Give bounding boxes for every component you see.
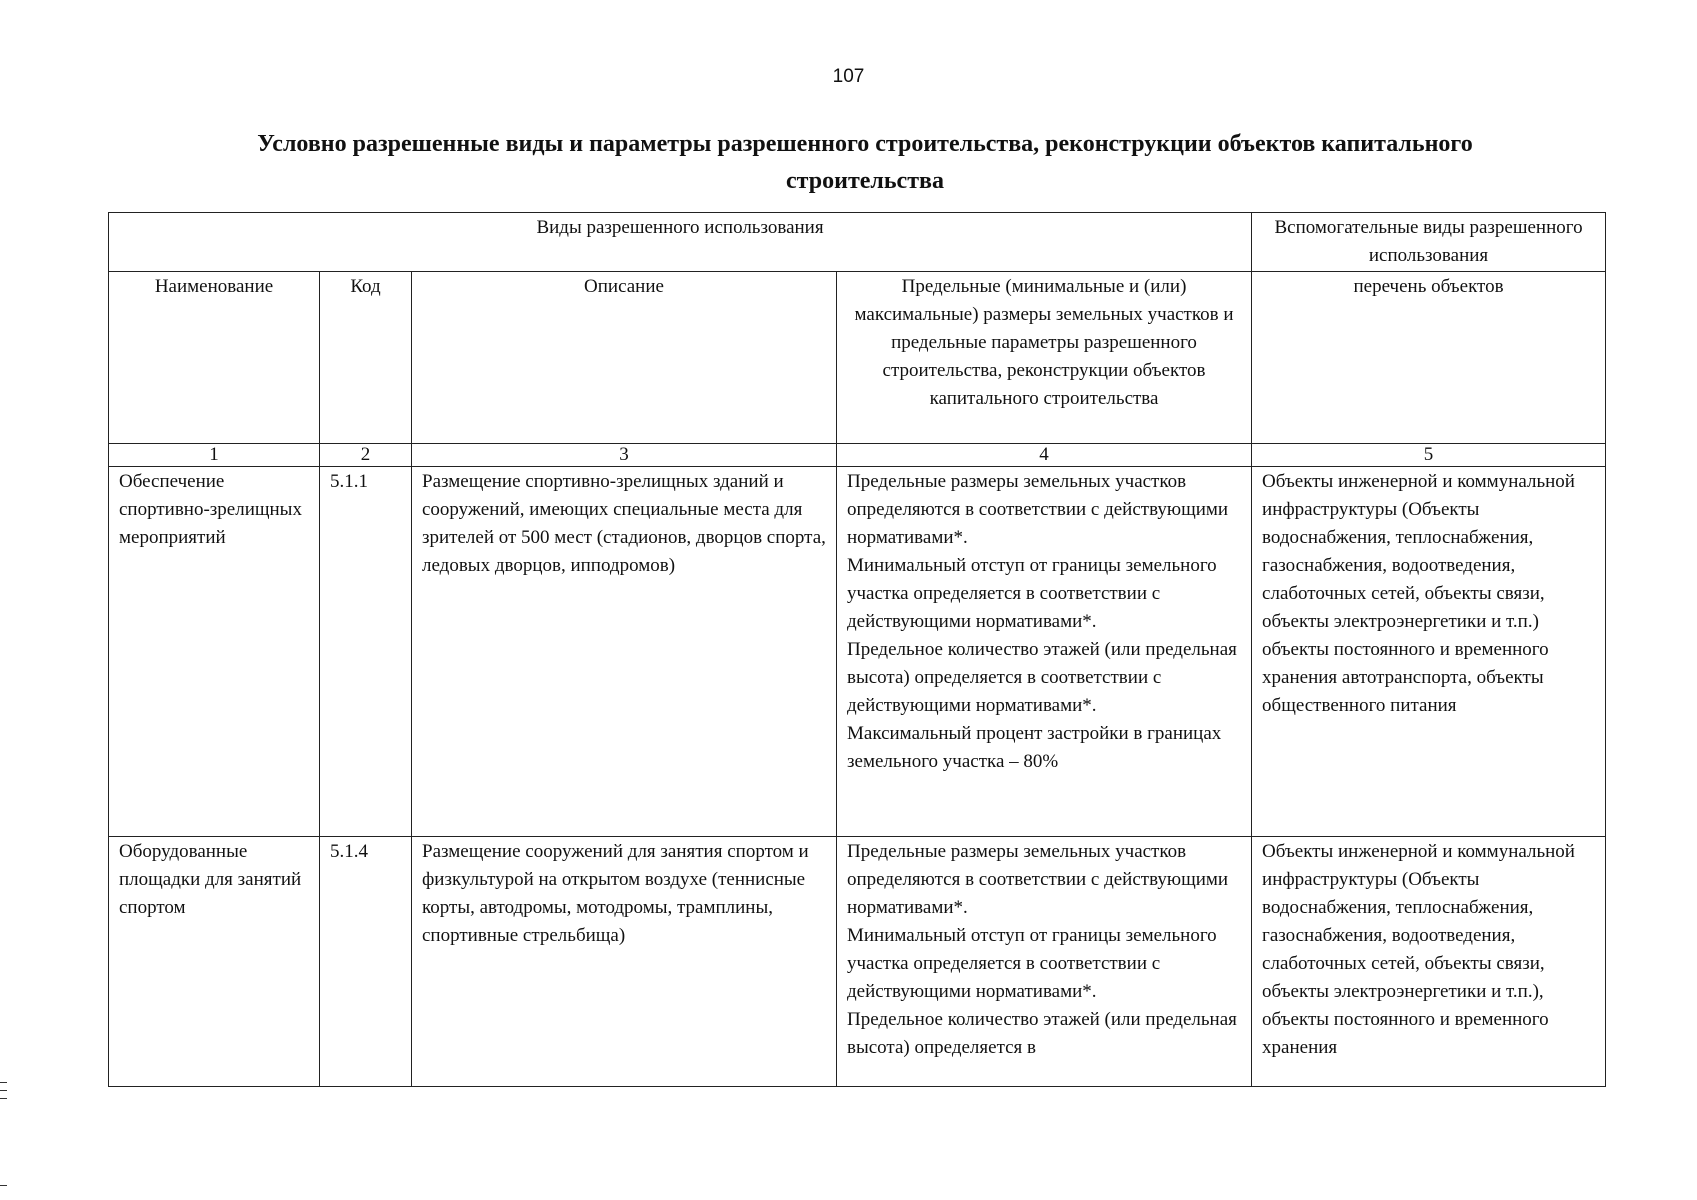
row-description: Размещение сооружений для занятия спортом и физкультурой на открытом воздухе (теннисные корты, автодромы, мотодромы, трамплины, спортивные стрельбища): [412, 837, 837, 1087]
col-number: 2: [320, 444, 412, 467]
group-header-main: Виды разрешенного использования: [109, 213, 1252, 272]
page-number: 107: [832, 66, 865, 87]
col-number: 3: [412, 444, 837, 467]
row-auxiliary: Объекты инженерной и коммунальной инфраструктуры (Объекты водоснабжения, теплоснабжения, газоснабжения, водоотведения, слаботочных сетей, объекты связи, объекты электроэнергетики и т.п.) объекты постоянного и временного хранения автотранспорта, объекты общественного питания: [1252, 467, 1606, 837]
row-limits: [837, 837, 1252, 1087]
row-name: Обеспечение спортивно-зрелищных мероприятий: [109, 467, 320, 837]
col-number: 1: [109, 444, 320, 467]
group-header-row: [109, 213, 1606, 272]
row-code: 5.1.1: [320, 467, 412, 837]
column-number-row: [109, 444, 1606, 467]
group-header-auxiliary: Вспомогательные виды разрешенного использования: [1252, 213, 1606, 272]
table-row: [109, 837, 1606, 1087]
col-header-code: Код: [320, 272, 412, 444]
col-header-objects-list: перечень объектов: [1252, 272, 1606, 444]
scan-edge-mark: [0, 1090, 7, 1091]
scan-edge-mark: [0, 1185, 7, 1186]
row-description: Размещение спортивно-зрелищных зданий и сооружений, имеющих специальные места для зрителей от 500 мест (стадионов, дворцов спорта, ледовых дворцов, ипподромов): [412, 467, 837, 837]
row-name: Оборудованные площадки для занятий спортом: [109, 837, 320, 1087]
col-header-name: Наименование: [109, 272, 320, 444]
column-header-row: [109, 272, 1606, 444]
row-limits-text: Предельные размеры земельных участков определяются в соответствии с действующими нормативами*. Минимальный отступ от границы земельного участка определяется в соответствии с действующими нормативами*. Предельное количество этажей (или предельная высота) определяется в соответствии с действующими нормативами*. Максимальный процент застройки в границах земельного участка – 80%: [847, 471, 1237, 772]
row-limits: [837, 467, 1252, 837]
row-limits-text: Предельные размеры земельных участков определяются в соответствии с действующими нормативами*. Минимальный отступ от границы земельного участка определяется в соответствии с действующими нормативами*. Предельное количество этажей (или предельная высота) определяется в: [847, 841, 1237, 1058]
row-code: 5.1.4: [320, 837, 412, 1087]
document-title: Условно разрешенные виды и параметры разрешенного строительства, реконструкции объектов капитального строительства: [257, 131, 1473, 194]
row-auxiliary: Объекты инженерной и коммунальной инфраструктуры (Объекты водоснабжения, теплоснабжения, газоснабжения, водоотведения, слаботочных сетей, объекты связи, объекты электроэнергетики и т.п.), объекты постоянного и временного хранения: [1252, 837, 1606, 1087]
scan-edge-mark: [0, 1098, 7, 1099]
col-header-description: Описание: [412, 272, 837, 444]
zoning-table: [108, 212, 1606, 1087]
col-header-limits: Предельные (минимальные и (или) максимальные) размеры земельных участков и предельные параметры разрешенного строительства, реконструкции объектов капитального строительства: [837, 272, 1252, 444]
table-row: [109, 467, 1606, 837]
scan-edge-mark: [0, 1082, 7, 1083]
col-number: 4: [837, 444, 1252, 467]
col-number: 5: [1252, 444, 1606, 467]
